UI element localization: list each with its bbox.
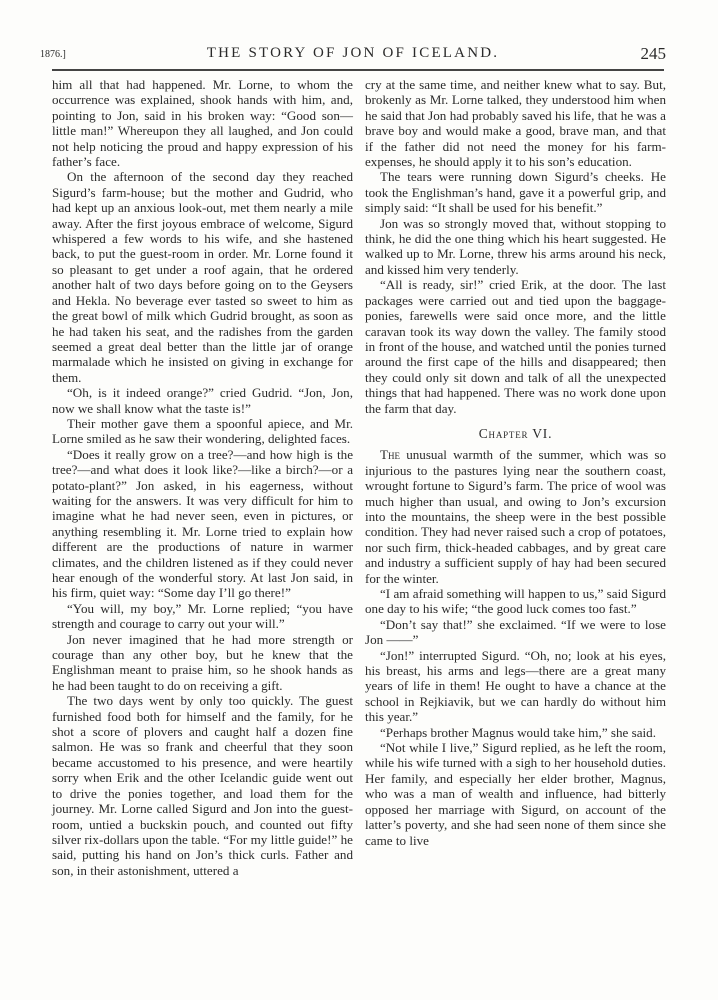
paragraph: him all that had happened. Mr. Lorne, to whom the occurrence was explained, shook hands with him, and, pointing to Jon, said in his broken way: “Good son—little man!” Whereupon they all laughed, and Jon could not help noticing the proud and happy expression of his father’s face.: [52, 77, 353, 170]
paragraph: Jon never imagined that he had more strength or courage than any other boy, but he knew that the Englishman meant to praise him, so he shook hands as he had been taught to do on receiving a gift.: [52, 631, 353, 693]
paragraph: “Oh, is it indeed orange?” cried Gudrid. “Jon, Jon, now we shall know what the taste is!”: [52, 385, 353, 416]
paragraph: cry at the same time, and neither knew what to say. But, brokenly as Mr. Lorne talked, they understood him when he said that Jon had probably saved his life, that he was a brave boy and would make a good, brave man, and that if the father did not need the money for his farm-expenses, he should apply it to his son’s education.: [365, 77, 666, 170]
chapter-heading: Chapter VI.: [478, 425, 553, 441]
paragraph: “You will, my boy,” Mr. Lorne replied; “you have strength and courage to carry out your will.”: [52, 600, 353, 632]
right-column: [365, 77, 666, 848]
left-column: [52, 77, 353, 878]
paragraph: “Jon!” interrupted Sigurd. “Oh, no; look at his eyes, his breast, his arms and legs—there are a great many years of life in them! He ought to have a chance at the school in Rejkiavik, but we can hardly do without him this year.”: [365, 647, 666, 725]
paragraph: On the afternoon of the second day they reached Sigurd’s farm-house; but the mother and Gudrid, who had kept up an anxious look-out, met them nearly a mile away. After the first joyous embrace of welcome, Sigurd whispered a few words to his wife, and she hastened back, to put the guest-room in order. Mr. Lorne found it so pleasant to get under a roof again, that he ordered another halt of two days before going on to the Geysers and Hekla. No beverage ever tasted so sweet to him as the great bowl of milk which Gudrid brought, as soon as he had taken his seat, and the radishes from the garden seemed a great deal better than the little jar of orange marmalade which he insisted on giving in exchange for them.: [52, 169, 353, 385]
paragraph: “All is ready, sir!” cried Erik, at the door. The last packages were carried out and tied upon the baggage-ponies, farewells were said once more, and the little caravan took its way down the valley. The family stood in front of the house, and watched until the ponies turned around the first cape of the hills and disappeared; then they could only sit down and talk of all the unexpected things that had happened. There was no work done upon the farm that day.: [365, 277, 666, 416]
paragraph: Jon was so strongly moved that, without stopping to think, he did the one thing which his heart suggested. He walked up to Mr. Lorne, threw his arms around his neck, and kissed him very tenderly.: [365, 215, 666, 277]
page-number: 245: [640, 44, 666, 63]
paragraph: The tears were running down Sigurd’s cheeks. He took the Englishman’s hand, gave it a powerful grip, and simply said: “It shall be used for his benefit.”: [365, 169, 666, 216]
paragraph-text: unusual warmth of the summer, which was so injurious to the pastures lying near the southern coast, wrought fortune to Sigurd’s farm. The price of wool was much higher than usual, and owing to Jon’s excursion into the mountains, the sheep were in the best possible condition. They had never raised such a crop of potatoes, nor such firm, thick-headed cabbages, and by great care and industry a sufficient supply of hay had been secured for the winter.: [365, 447, 666, 586]
chapter-first-word: The: [380, 447, 400, 463]
paragraph: [365, 447, 666, 586]
header-year: 1876.]: [40, 49, 66, 60]
paragraph: Their mother gave them a spoonful apiece, and Mr. Lorne smiled as he saw their wondering, delighted faces.: [52, 415, 353, 447]
paragraph: “Perhaps brother Magnus would take him,” she said.: [380, 724, 656, 740]
paragraph: “Does it really grow on a tree?—and how high is the tree?—and what does it look like?—like a birch?—or a potato-plant?” Jon asked, in his eagerness, without waiting for the answers. It was very difficult for him to imagine what he had never seen, even in pictures, or anything resembling it. Mr. Lorne tried to explain how different are the productions of nature in warmer climates, and the children listened as if they could never hear enough of the wonderful story. At last Jon said, in his firm, quiet way: “Some day I’ll go there!”: [52, 446, 353, 601]
running-header: [40, 44, 666, 64]
paragraph: “I am afraid something will happen to us,” said Sigurd one day to his wife; “the good luck comes too fast.”: [365, 586, 666, 617]
paragraph: “Not while I live,” Sigurd replied, as he left the room, while his wife turned with a sigh to her household duties. Her family, and especially her elder brother, Magnus, who was a man of wealth and influence, had bitterly opposed her marriage with Sigurd, on account of the latter’s poverty, and she had seen none of them since she came to live: [365, 740, 666, 848]
paragraph: “Don’t say that!” she exclaimed. “If we were to lose Jon ——”: [365, 616, 666, 648]
paragraph: The two days went by only too quickly. The guest furnished food both for himself and the family, for he shot a score of plovers and caught half a dozen fine salmon. He was so frank and cheerful that they soon became accustomed to his presence, and were heartily sorry when Erik and the other Icelandic guide went out to drive the ponies together, and load them for the journey. Mr. Lorne called Sigurd and Jon into the guest-room, untied a buckskin pouch, and counted out fifty silver rix-dollars upon the table. “For my little guide!” he said, putting his hand on Jon’s thick curls. Father and son, in their astonishment, uttered a: [52, 693, 353, 878]
header-rule: [52, 69, 664, 71]
header-title: THE STORY OF JON OF ICELAND.: [206, 45, 500, 61]
